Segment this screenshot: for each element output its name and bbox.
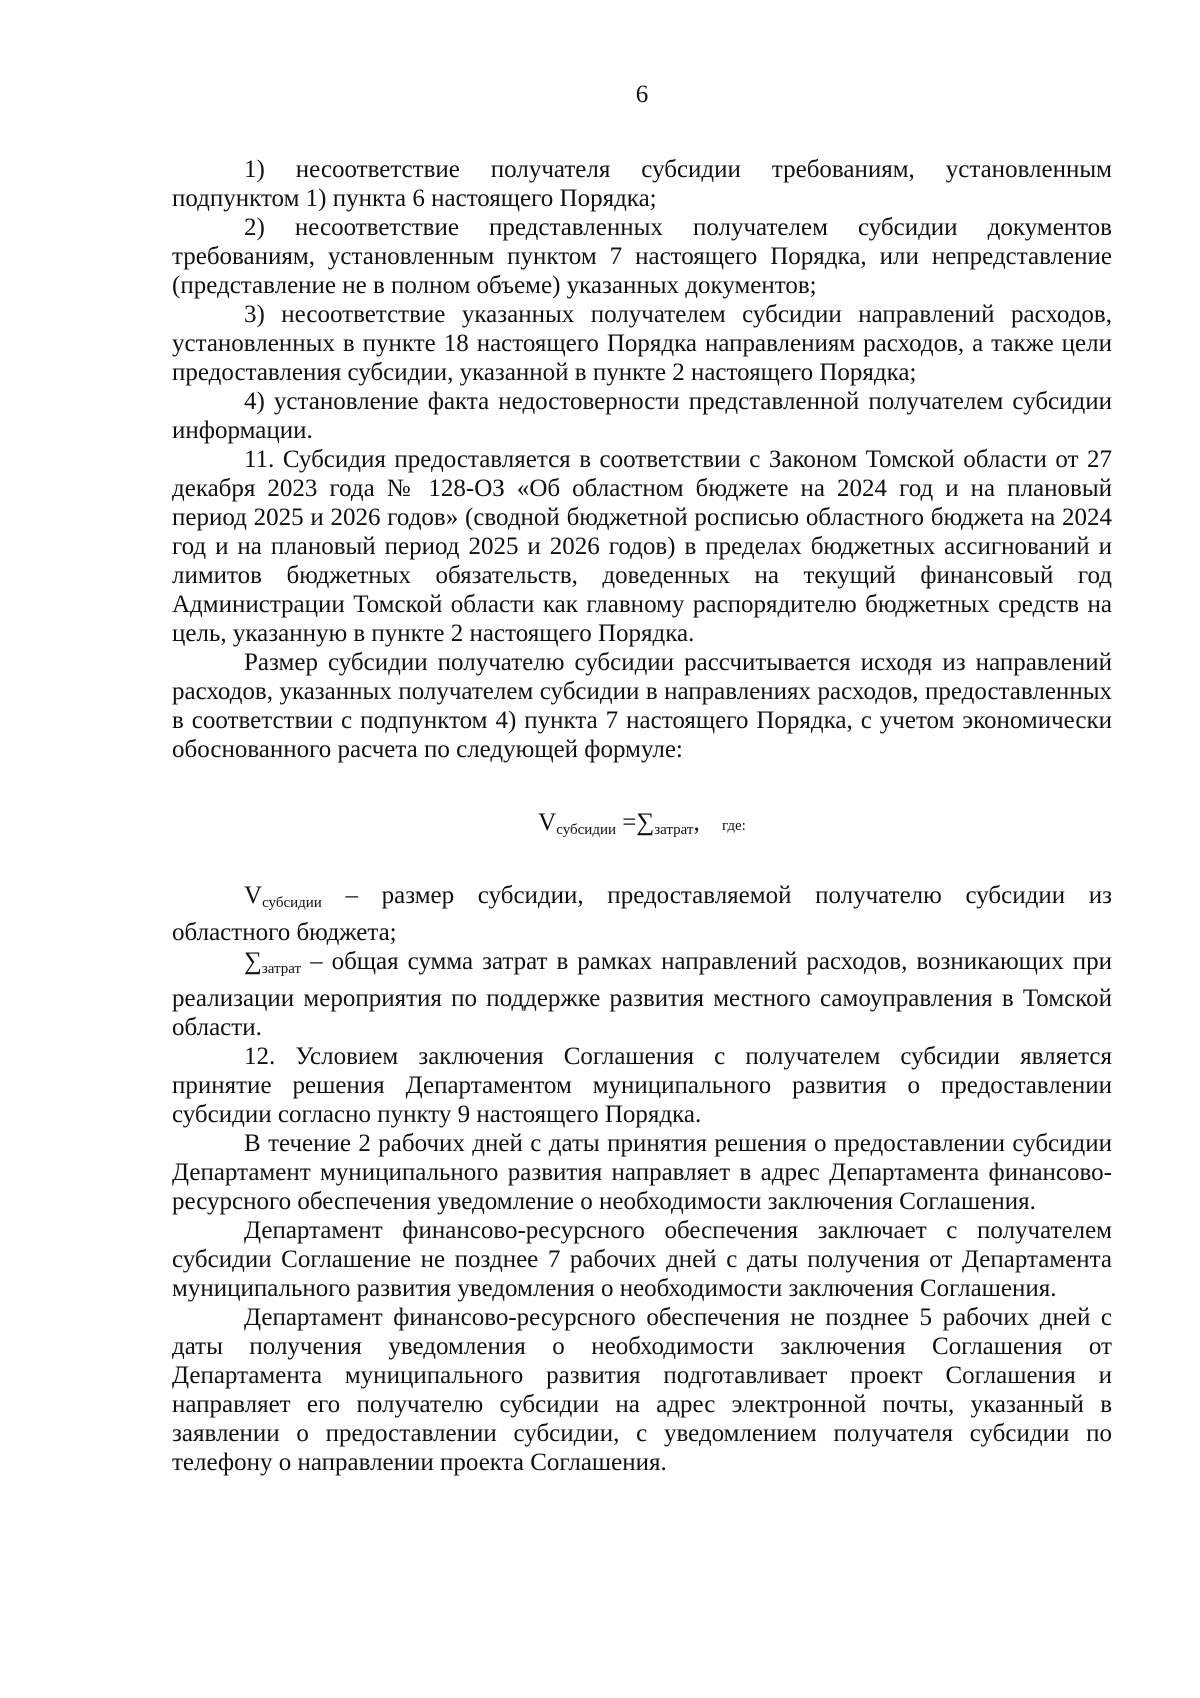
formula-eq: = <box>622 809 637 836</box>
definition-v-sub: субсидии <box>262 895 322 911</box>
definition-v-symbol: V <box>244 882 263 909</box>
definition-v-text: – размер субсидии, предоставляемой получателю субсидии из областного бюджета; <box>172 882 1112 946</box>
paragraph: 1) несоответствие получателя субсидии требованиям, установленным подпунктом 1) пункта 6 настоящего Порядка; <box>172 156 1112 212</box>
definition-v <box>172 881 1112 947</box>
paragraph: Размер субсидии получателю субсидии рассчитывается исходя из направлений расходов, указанных получателем субсидии в направлениях расходов, предоставленных в соответствии с подпунктом 4) пункта 7 настоящего Порядка, с учетом экономически обоснованного расчета по следующей формуле: <box>172 649 1112 763</box>
formula-comma: , <box>693 809 700 836</box>
formula-v: V <box>538 809 557 836</box>
paragraph: 3) несоответствие указанных получателем субсидии направлений расходов, установленных в пункте 18 настоящего Порядка направлениям расходов, а также цели предоставления субсидии, указанной в пункте 2 настоящего Порядка; <box>172 301 1112 386</box>
paragraph: Департамент финансово-ресурсного обеспечения заключает с получателем субсидии Соглашение не позднее 7 рабочих дней с даты получения от Департамента муниципального развития уведомления о необходимости заключения Соглашения. <box>172 1217 1112 1302</box>
formula-sum: ∑ <box>636 809 655 836</box>
document-page <box>172 80 1112 1477</box>
definition-sum-text: – общая сумма затрат в рамках направлений расходов, возникающих при реализации мероприятия по поддержке развития местного самоуправления в Томской области. <box>172 948 1112 1041</box>
formula-v-sub: субсидии <box>556 822 616 838</box>
formula <box>172 808 1112 845</box>
definition-sum-symbol: ∑ <box>244 948 262 975</box>
paragraph: 4) установление факта недостоверности представленной получателем субсидии информации. <box>172 388 1112 444</box>
formula-sum-sub: затрат <box>654 822 694 838</box>
paragraph: В течение 2 рабочих дней с даты принятия решения о предоставлении субсидии Департамент муниципального развития направляет в адрес Департамента финансово-ресурсного обеспечения уведомление о необходимости заключения Соглашения. <box>172 1130 1112 1215</box>
paragraph: Департамент финансово-ресурсного обеспечения не позднее 5 рабочих дней с даты получения уведомления о необходимости заключения Соглашения от Департамента муниципального развития подготавливает проект Соглашения и направляет его получателю субсидии на адрес электронной почты, указанный в заявлении о предоставлении субсидии, с уведомлением получателя субсидии по телефону о направлении проекта Соглашения. <box>172 1304 1112 1476</box>
definition-sum <box>172 947 1112 1042</box>
paragraph: 12. Условием заключения Соглашения с получателем субсидии является принятие решения Департаментом муниципального развития о предоставлении субсидии согласно пункту 9 настоящего Порядка. <box>172 1043 1112 1128</box>
definition-sum-sub: затрат <box>261 961 302 977</box>
formula-where: где: <box>721 818 746 834</box>
paragraph: 11. Субсидия предоставляется в соответствии с Законом Томской области от 27 декабря 2023 года № 128-ОЗ «Об областном бюджете на 2024 год и на плановый период 2025 и 2026 годов» (сводной бюджетной росписью областного бюджета на 2024 год и на плановый период 2025 и 2026 годов) в пределах бюджетных ассигнований и лимитов бюджетных обязательств, доведенных на текущий финансовый год Администрации Томской области как главному распорядителю бюджетных средств на цель, указанную в пункте 2 настоящего Порядка. <box>172 446 1112 647</box>
paragraph: 2) несоответствие представленных получателем субсидии документов требованиям, установленным пунктом 7 настоящего Порядка, или непредставление (представление не в полном объеме) указанных документов; <box>172 214 1112 299</box>
page-number: 6 <box>635 81 649 108</box>
